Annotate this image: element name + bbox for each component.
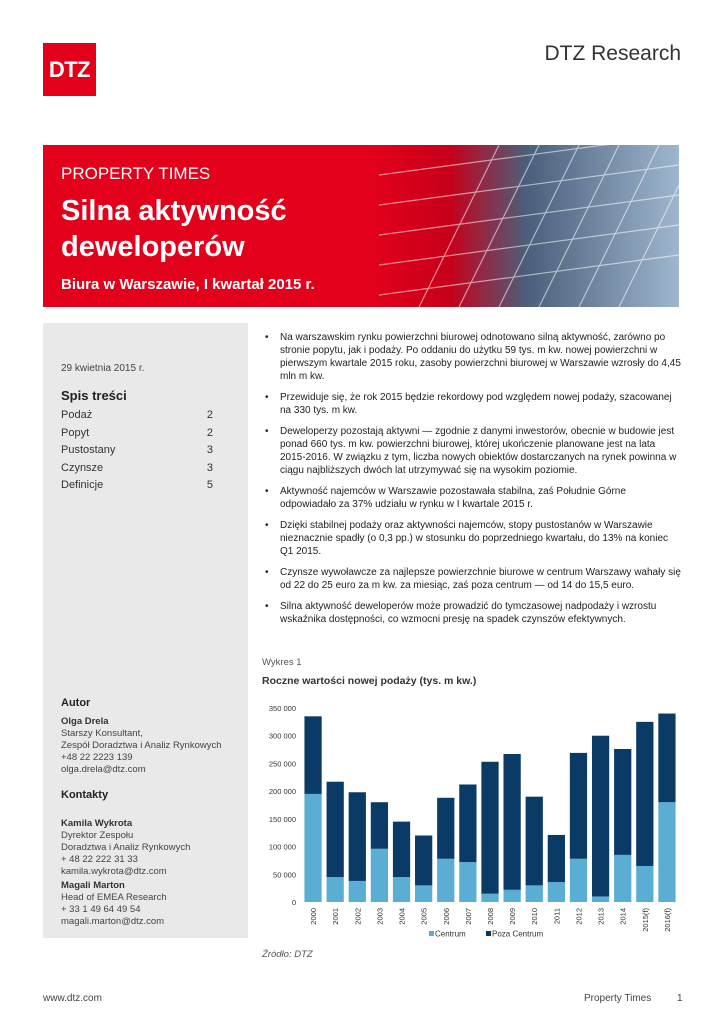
- bar-segment: [393, 877, 410, 902]
- author-team: Zespół Doradztwa i Analiz Rynkowych: [61, 740, 222, 751]
- key-point-text: Deweloperzy pozostają aktywni — zgodnie z danymi inwestorów, obecnie w budowie jest ponad 660 tys. m kw. powierzchni biurowej, której ukończenie planowane jest na lata 2015-2016. W związku z tym, liczba nowych obiektów dostarczanych na rynek powinna w ciągu najbliższych dwóch lat utrzymywać się na wysokim poziomie.: [280, 426, 677, 476]
- dtz-logo: [43, 43, 96, 96]
- toc-page: 2: [206, 426, 213, 439]
- x-tick-label: 2000: [309, 908, 319, 925]
- key-point: [262, 485, 682, 511]
- bar-segment: [526, 797, 543, 886]
- key-point: [262, 425, 682, 477]
- key-point-text: Silna aktywność deweloperów może prowadzić do tymczasowej nadpodaży i wzrostu wskaźnika dostępności, co wzmocni presję na spadek czynszów efektywnych.: [280, 601, 657, 625]
- bar-segment: [393, 822, 410, 877]
- legend-label: Poza Centrum: [492, 929, 544, 939]
- contact-card: [61, 880, 167, 928]
- bar-segment: [592, 896, 609, 902]
- contacts-heading: Kontakty: [61, 789, 109, 801]
- bar-segment: [636, 722, 653, 866]
- toc-title: Spis treści: [61, 388, 127, 403]
- bullet-icon: •: [265, 426, 269, 437]
- sidebar: [43, 323, 248, 938]
- bar-segment: [304, 716, 321, 794]
- bar-segment: [548, 882, 565, 902]
- bar-segment: [570, 859, 587, 902]
- x-tick-label: 2015(f): [640, 908, 650, 932]
- y-tick-label: 200 000: [268, 787, 296, 797]
- legend-swatch: [429, 931, 434, 936]
- report-title: Silna aktywność deweloperów: [61, 195, 287, 263]
- bullet-icon: •: [265, 332, 269, 343]
- y-tick-label: 50 000: [273, 870, 296, 880]
- x-tick-label: 2012: [574, 908, 584, 925]
- toc-page: 2: [206, 409, 213, 421]
- bar-segment: [481, 894, 498, 902]
- bullet-icon: •: [265, 567, 269, 578]
- key-point: [262, 331, 682, 383]
- x-tick-label: 2004: [397, 908, 407, 925]
- key-point: [262, 600, 682, 626]
- supply-bar-chart: [258, 690, 682, 950]
- key-point-text: Czynsze wywoławcze za najlepsze powierzchnie biurowe w centrum Warszawy wahały się od 22 do 25 euro za m kw. za miesiąc, zaś poza centrum — od 14 do 15,5 euro.: [280, 567, 681, 591]
- contact-name: Magali Marton: [61, 880, 125, 891]
- toc-item[interactable]: [61, 409, 213, 427]
- x-tick-label: 2011: [552, 908, 562, 925]
- bar-segment: [304, 794, 321, 902]
- bar-segment: [636, 866, 653, 902]
- bar-segment: [459, 784, 476, 862]
- toc-label: Czynsze: [61, 461, 104, 474]
- toc-label: Pustostany: [61, 444, 116, 456]
- toc-page: 5: [206, 479, 213, 491]
- y-tick-label: 0: [291, 898, 296, 907]
- publication-date: 29 kwietnia 2015 r.: [61, 363, 145, 374]
- contact-phone: + 33 1 49 64 49 54: [61, 904, 141, 915]
- key-point-text: Przewiduje się, że rok 2015 będzie rekordowy pod względem nowej podaży, szacowanej na 330 tys. m kw.: [280, 392, 672, 416]
- contact-name: Kamila Wykrota: [61, 818, 133, 829]
- key-point-text: Aktywność najemców w Warszawie pozostawała stabilna, zaś Południe Górne odpowiadało za 37% udziału w rynku w I kwartale 2015 r.: [280, 486, 626, 510]
- bar-segment: [415, 885, 432, 902]
- contact-role: Head of EMEA Research: [61, 892, 167, 903]
- toc-page: 3: [206, 444, 213, 456]
- toc-label: Popyt: [61, 426, 90, 439]
- bar-segment: [349, 792, 366, 881]
- bar-segment: [327, 782, 344, 877]
- bar-segment: [349, 881, 366, 902]
- bar-segment: [371, 802, 388, 849]
- bar-segment: [437, 859, 454, 902]
- logo-text: DTZ: [48, 56, 91, 82]
- bar-segment: [658, 802, 675, 902]
- x-tick-label: 2005: [419, 908, 429, 925]
- key-point: [262, 566, 682, 592]
- contact-role: Dyrektor Zespołu: [61, 830, 134, 841]
- building-graphic: [379, 145, 679, 307]
- bullet-icon: •: [265, 486, 269, 497]
- x-tick-label: 2002: [353, 908, 363, 925]
- bar-segment: [592, 736, 609, 897]
- bullet-icon: •: [265, 601, 269, 612]
- toc-label: Definicje: [61, 479, 104, 491]
- table-of-contents: [61, 409, 213, 497]
- key-point-text: Na warszawskim rynku powierzchni biurowej odnotowano silną aktywność, zarówno po stronie popytu, jak i podaży. Po oddaniu do użytku 59 tys. m kw. nowej powierzchni w pierwszym kwartale 2015 roku, zasoby powierzchni biurowej w Warszawie wzrosły do 4,45 mln m kw.: [280, 332, 681, 382]
- legend-swatch: [486, 931, 491, 936]
- legend-label: Centrum: [435, 929, 466, 939]
- brand-name: DTZ Research: [544, 42, 681, 65]
- author-info: [61, 716, 222, 776]
- toc-page: 3: [206, 461, 213, 474]
- bar-segment: [614, 855, 631, 902]
- toc-item[interactable]: [61, 444, 213, 462]
- author-email[interactable]: olga.drela@dtz.com: [61, 764, 146, 775]
- key-point: [262, 519, 682, 558]
- contact-card: [61, 818, 190, 878]
- author-phone: +48 22 2223 139: [61, 752, 133, 763]
- cover-banner: [43, 145, 679, 307]
- footer-title: Property Times: [584, 993, 652, 1004]
- author-heading: Autor: [61, 697, 91, 709]
- y-tick-label: 350 000: [268, 704, 296, 713]
- key-point: [262, 391, 682, 417]
- x-tick-label: 2009: [508, 908, 518, 925]
- key-points: [262, 331, 682, 634]
- x-tick-label: 2016(f): [662, 908, 672, 932]
- bullet-icon: •: [265, 520, 269, 531]
- x-tick-label: 2008: [486, 908, 495, 925]
- contact-team: Doradztwa i Analiz Rynkowych: [61, 842, 191, 853]
- bar-segment: [371, 849, 388, 902]
- contact-email[interactable]: magali.marton@dtz.com: [61, 916, 165, 927]
- toc-item[interactable]: [61, 479, 213, 497]
- bar-segment: [459, 862, 476, 902]
- author-role: Starszy Konsultant,: [61, 728, 143, 739]
- y-tick-label: 150 000: [268, 814, 296, 824]
- bar-segment: [503, 890, 520, 902]
- bar-segment: [327, 877, 344, 902]
- y-tick-label: 300 000: [268, 731, 296, 741]
- toc-label: Podaż: [61, 409, 93, 421]
- bar-segment: [481, 762, 498, 894]
- contact-phone: + 48 22 222 31 33: [61, 854, 138, 865]
- figure-title: Roczne wartości nowej podaży (tys. m kw.): [262, 675, 477, 687]
- x-tick-label: 2001: [331, 908, 341, 925]
- bar-segment: [548, 835, 565, 882]
- contact-email[interactable]: kamila.wykrota@dtz.com: [61, 866, 167, 877]
- publication-name: PROPERTY TIMES: [61, 164, 211, 183]
- x-tick-label: 2007: [463, 908, 473, 925]
- page-number: 1: [677, 993, 683, 1004]
- toc-item[interactable]: [61, 462, 213, 480]
- bullet-icon: •: [265, 392, 269, 403]
- y-tick-label: 250 000: [268, 759, 296, 769]
- figure-source: Źródło: DTZ: [262, 949, 313, 960]
- x-tick-label: 2013: [596, 908, 606, 925]
- figure-label: Wykres 1: [262, 657, 302, 668]
- key-point-text: Dzięki stabilnej podaży oraz aktywności najemców, stopy pustostanów w Warszawie nieznacznie spadły (o 0,3 pp.) w stosunku do poprzedniego kwartału, do 13% na koniec Q1 2015.: [280, 520, 669, 557]
- bar-segment: [437, 798, 454, 859]
- x-tick-label: 2003: [375, 908, 385, 925]
- bar-segment: [658, 714, 675, 803]
- footer-url[interactable]: www.dtz.com: [43, 993, 102, 1004]
- x-tick-label: 2010: [530, 908, 540, 925]
- author-name: Olga Drela: [61, 716, 109, 727]
- bar-segment: [526, 885, 543, 902]
- bar-segment: [503, 754, 520, 890]
- report-subtitle: Biura w Warszawie, I kwartał 2015 r.: [61, 276, 315, 293]
- bar-segment: [614, 749, 631, 855]
- x-tick-label: 2006: [441, 908, 451, 925]
- x-tick-label: 2014: [618, 908, 628, 925]
- bar-segment: [570, 753, 587, 859]
- y-tick-label: 100 000: [268, 842, 296, 852]
- toc-item[interactable]: [61, 427, 213, 445]
- bar-segment: [415, 835, 432, 885]
